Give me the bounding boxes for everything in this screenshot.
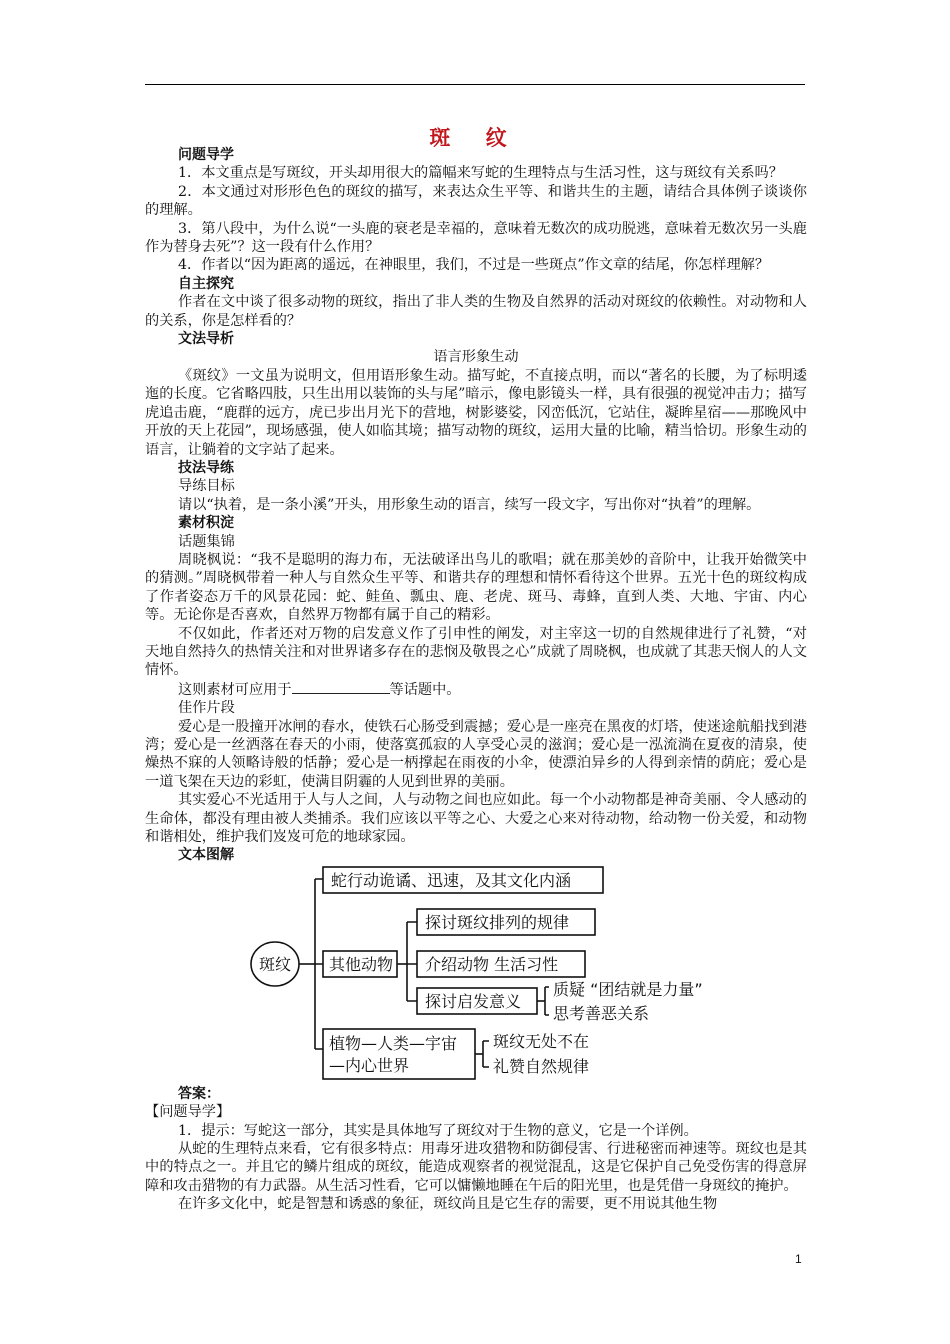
diagram-root-label: 斑纹 xyxy=(258,954,292,974)
practice-goal: 导练目标 xyxy=(178,478,235,495)
diagram-b2-item2: 介绍动物 生活习性 xyxy=(425,954,559,974)
topic-paragraph-3 xyxy=(145,680,807,699)
page-title: 斑 纹 xyxy=(429,126,521,150)
explore-text: 作者在文中谈了很多动物的斑纹，指出了非人类的生物及自然界的活动对斑纹的依赖性。对动物和人的关系，你是怎样看的？ xyxy=(145,294,807,329)
section-heading-grammar: 文法导析 xyxy=(178,331,234,348)
fill-blank[interactable] xyxy=(292,680,390,694)
topic-paragraph-2: 不仅如此，作者还对万物的启发意义作了引申性的阐发，对主宰这一切的自然规律进行了礼赞，“对天地自然持久的热情关注和对世界诸多存在的悲悯及敬畏之心”成就了周晓枫，也成就了其悲天悯人的人文情怀。 xyxy=(145,625,807,679)
question-3: 3．第八段中，为什么说“一头鹿的衰老是幸福的，意味着无数次的成功脱逃，意味着无数次另一头鹿作为替身去死”？这一段有什么作用？ xyxy=(145,220,807,256)
section-heading-practice: 技法导练 xyxy=(178,459,234,476)
grammar-text: 《斑纹》一文虽为说明文，但用语形象生动。描写蛇，不直接点明，而以“著名的长腰，为了标明逶迤的长度。它省略四肢，只生出用以装饰的头与尾”暗示，像电影镜头一样，具有很强的视觉冲击力；描写虎追击鹿，“鹿群的远方，虎已步出月光下的营地，树影婆娑，冈峦低沉，它站住，凝眸星宿——那晚风中开放的天上花园”，现场感强，使人如临其境；描写动物的斑纹，运用大量的比喻，精当恰切。形象生动的语言，让躺着的文字站了起来。 xyxy=(145,367,807,458)
header-rule xyxy=(145,84,805,85)
section-heading-diagram: 文本图解 xyxy=(178,847,234,864)
diagram-b3-sub1: 斑纹无处不在 xyxy=(493,1031,590,1051)
diagram-b2-item3: 探讨启发意义 xyxy=(425,991,522,1011)
diagram-bracket-4-ticks xyxy=(483,1041,489,1067)
topic-p3-tail: 等话题中。 xyxy=(389,681,461,698)
text-diagram xyxy=(145,865,807,1085)
diagram-b2-item3-sub2: 思考善恶关系 xyxy=(553,1003,650,1023)
diagram-branch1-label: 蛇行动诡谲、迅速，及其文化内涵 xyxy=(331,870,572,890)
diagram-b3-sub2: 礼赞自然规律 xyxy=(493,1056,590,1076)
essay-paragraph-2: 其实爱心不光适用于人与人之间，人与动物之间也应如此。每一个小动物都是神奇美丽、令人感动的生命体，都没有理由被人类捕杀。我们应该以平等之心、大爱之心来对待动物，给动物一份关爱，和动物和谐相处，维护我们岌岌可危的地球家园。 xyxy=(145,792,807,846)
document-body xyxy=(145,146,807,1214)
diagram-bracket-2-ticks xyxy=(407,922,417,1001)
diagram-svg xyxy=(145,865,807,1085)
diagram-main-ticks xyxy=(315,879,323,1049)
answer-subheading: 【问题导学】 xyxy=(145,1104,231,1121)
page-number: 1 xyxy=(795,1252,802,1266)
diagram-b2-item3-sub1: 质疑 “团结就是力量” xyxy=(553,979,703,999)
question-4: 4．作者以“因为距离的遥远，在神眼里，我们，不过是一些斑点”作文章的结尾，你怎样理解？ xyxy=(178,257,770,274)
section-heading-questions: 问题导学 xyxy=(178,147,234,163)
diagram-branch2-label: 其他动物 xyxy=(329,954,394,974)
answer-heading: 答案： xyxy=(178,1085,220,1102)
topic-subtitle: 话题集锦 xyxy=(178,533,235,550)
answer-paragraph-2: 从蛇的生理特点来看，它有很多特点：用毒牙进攻猎物和防御侵害、行进秘密而神速等。斑纹也是其中的特点之一。并且它的鳞片组成的斑纹，能造成观察者的视觉混乱，这是它保护自己免受伤害的得意屏障和攻击猎物的有力武器。从生活习性看，它可以慵懒地睡在午后的阳光里，也是凭借一身斑纹的掩护。 xyxy=(145,1141,807,1194)
topic-p3-lead: 这则素材可应用于 xyxy=(178,681,292,698)
diagram-b2-item1: 探讨斑纹排列的规律 xyxy=(425,912,570,932)
question-2: 2．本文通过对形形色色的斑纹的描写，来表达众生平等、和谐共生的主题，请结合具体例子谈谈你的理解。 xyxy=(145,183,807,219)
essay-subtitle: 佳作片段 xyxy=(178,700,235,717)
answer-paragraph-1: 1．提示：写蛇这一部分，其实是具体地写了斑纹对于生物的意义，它是一个详例。 xyxy=(178,1122,698,1139)
topic-paragraph-1: 周晓枫说：“我不是聪明的海力布，无法破译出鸟儿的歌唱；就在那美妙的音阶中，让我开始微笑中的猜测。”周晓枫带着一种人与自然众生平等、和谐共存的理想和情怀看待这个世界。五光十色的斑纹构成了作者姿态万千的风景花园：蛇、鲑鱼、瓢虫、鹿、老虎、斑马、毒蜂，直到人类、大地、宇宙、内心等。无论你是否喜欢，自然界万物都有属于自己的精彩。 xyxy=(145,551,807,624)
essay-paragraph-1: 爱心是一股撞开冰闸的春水，使铁石心肠受到震撼；爱心是一座亮在黑夜的灯塔，使迷途航船找到港湾；爱心是一丝洒落在春天的小雨，使落寞孤寂的人享受心灵的滋润；爱心是一泓流淌在夏夜的清泉，使燥热不寐的人领略诗般的恬静；爱心是一柄撑起在雨夜的小伞，使漂泊异乡的人得到亲情的荫庇；爱心是一道飞架在天边的彩虹，使满目阴霾的人见到世界的美丽。 xyxy=(145,718,807,790)
question-1: 1．本文重点是写斑纹，开头却用很大的篇幅来写蛇的生理特点与生活习性，这与斑纹有关系吗？ xyxy=(178,165,783,182)
practice-text: 请以“执着，是一条小溪”开头，用形象生动的语言，续写一段文字，写出你对“执着”的理解。 xyxy=(178,496,761,513)
section-heading-material: 素材积淀 xyxy=(178,515,234,532)
diagram-branch3-line2: —内心世界 xyxy=(329,1055,410,1075)
grammar-subtitle: 语言形象生动 xyxy=(433,349,519,366)
section-heading-explore: 自主探究 xyxy=(178,275,234,292)
answer-paragraph-3: 在许多文化中，蛇是智慧和诱惑的象征，斑纹尚且是它生存的需要，更不用说其他生物 xyxy=(178,1196,718,1213)
diagram-branch3-line1: 植物—人类—宇宙 xyxy=(329,1033,458,1053)
